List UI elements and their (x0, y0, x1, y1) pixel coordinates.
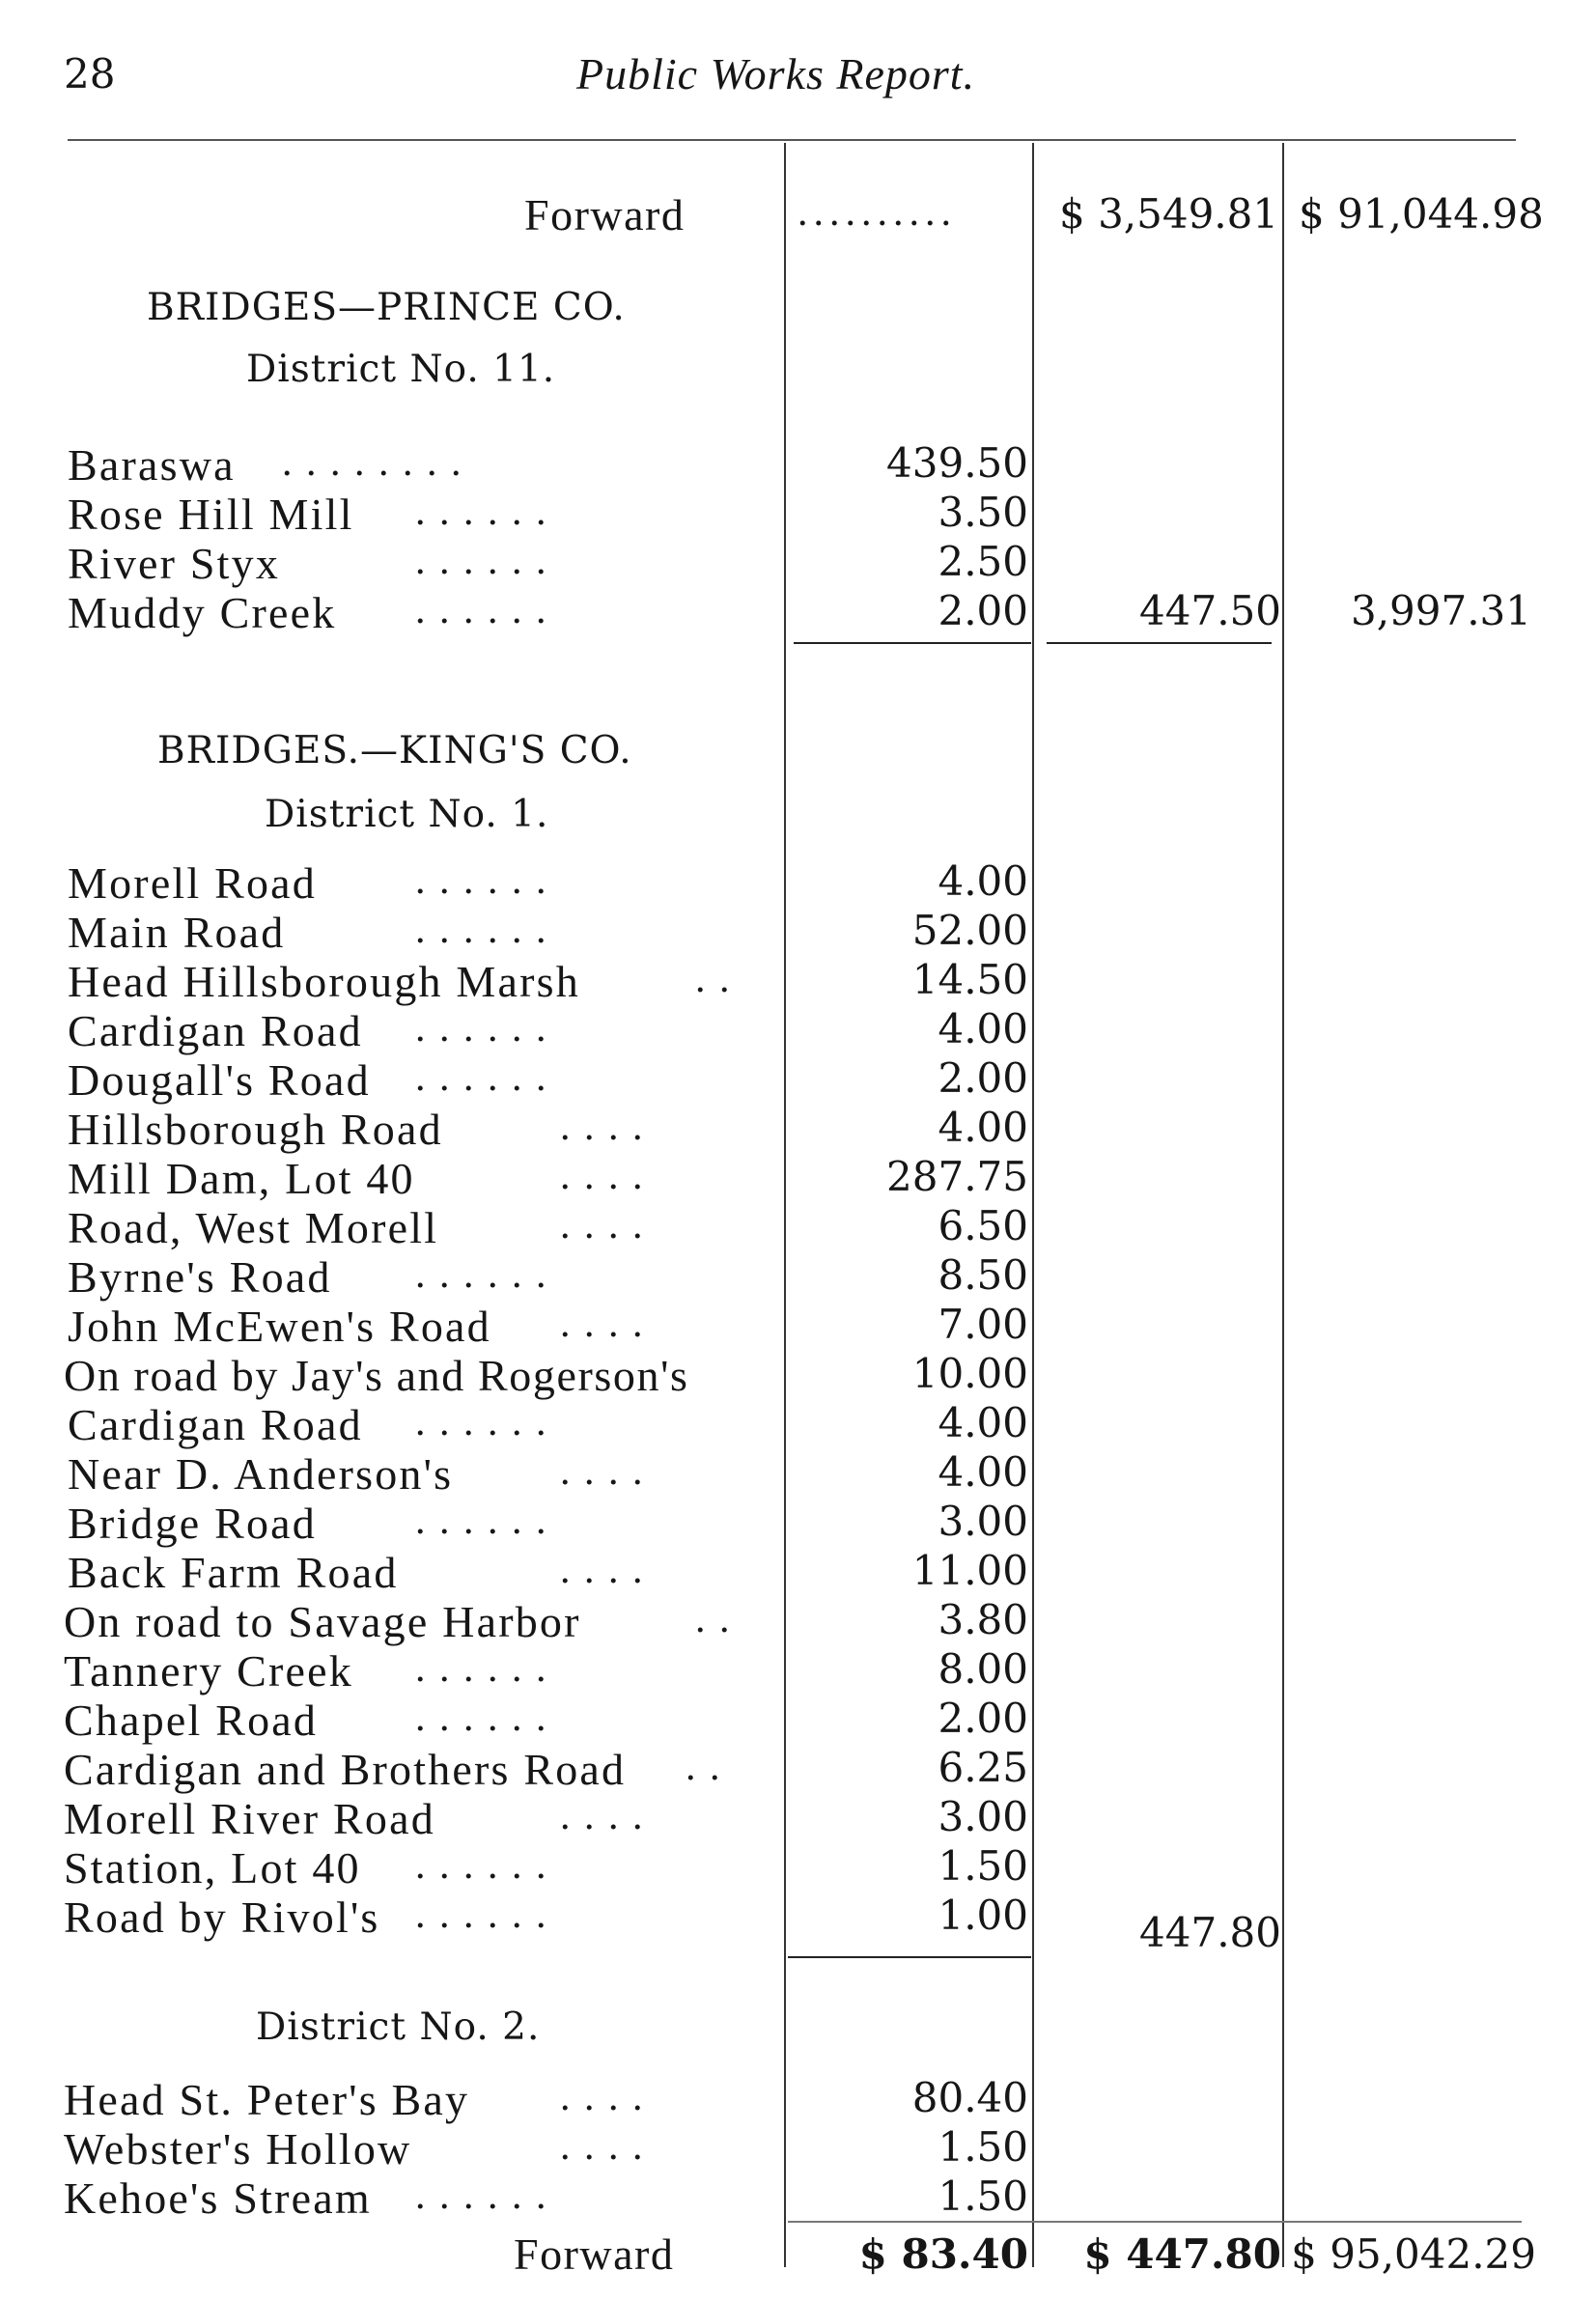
list-item-amount: 3.00 (938, 1498, 1028, 1545)
section-heading-kings: BRIDGES.—KING'S CO. (157, 729, 632, 772)
district-heading-2: District No. 2. (256, 2005, 541, 2049)
list-item-dots: . . (686, 1745, 722, 1789)
list-item-name: Road by Rivol's (64, 1892, 380, 1942)
list-item-amount: 4.00 (938, 1448, 1028, 1496)
list-item-dots: . . . . . . (415, 908, 548, 952)
column-rule-1 (784, 143, 786, 2267)
list-item-name: Back Farm Road (68, 1548, 399, 1597)
list-item-amount: 2.00 (938, 587, 1028, 634)
list-item-dots: . . . . (560, 1203, 645, 1248)
prince-total: 3,997.31 (1350, 587, 1531, 634)
list-item-name: Dougall's Road (68, 1055, 371, 1105)
bottom-rule (788, 2221, 1522, 2223)
list-item-name: Cardigan and Brothers Road (64, 1745, 627, 1794)
list-item-dots: . . . . . . (415, 1696, 548, 1740)
list-item-name: John McEwen's Road (68, 1302, 491, 1351)
list-item-name: River Styx (68, 539, 281, 588)
list-item-name: Mill Dam, Lot 40 (68, 1154, 415, 1203)
list-item-amount: 80.40 (911, 2074, 1028, 2121)
list-item-name: Near D. Anderson's (68, 1449, 454, 1499)
list-item-amount: 8.00 (938, 1645, 1028, 1693)
district-heading-1: District No. 1. (265, 793, 549, 836)
list-item-amount: 2.00 (938, 1054, 1028, 1102)
list-item-amount: 1.50 (938, 2123, 1028, 2171)
list-item-dots: . . . . . . (415, 1400, 548, 1444)
kings-district1-subtotal: 447.80 (1139, 1909, 1281, 1956)
list-item-dots: . . . . . . (415, 539, 548, 583)
list-item-dots: . . . . . . (415, 1006, 548, 1051)
list-item-amount: 6.25 (938, 1744, 1028, 1791)
list-item-dots: . . . . (560, 1794, 645, 1838)
district-heading-11: District No. 11. (246, 348, 556, 391)
list-item-amount: 439.50 (886, 439, 1028, 487)
list-item-dots: . . . . (560, 2124, 645, 2169)
list-item-name: On road by Jay's and Rogerson's (64, 1351, 689, 1400)
list-item-dots: . . . . . . (415, 1843, 548, 1888)
page-number: 28 (64, 50, 116, 98)
forward-bottom-col2: $ 447.80 (1083, 2230, 1281, 2278)
list-item-amount: 1.00 (938, 1892, 1028, 1939)
list-item-name: Webster's Hollow (64, 2124, 412, 2173)
list-item-dots: . . . . (560, 1154, 645, 1198)
list-item-dots: . . . . (560, 1449, 645, 1494)
list-item-dots: . . . . (560, 1302, 645, 1346)
list-item-amount: 1.50 (938, 1842, 1028, 1890)
list-item-name: Road, West Morell (68, 1203, 439, 1252)
prince-rule-col2 (1047, 642, 1272, 644)
list-item-name: Baraswa (68, 440, 236, 490)
page-title: Public Works Report. (576, 49, 976, 98)
list-item-name: Head St. Peter's Bay (64, 2075, 470, 2124)
forward-col2: $ 3,549.81 (1059, 190, 1279, 238)
list-item-dots: . . . . . . . . (282, 440, 463, 485)
list-item-dots: . . . . . . (415, 490, 548, 534)
list-item-amount: 52.00 (911, 907, 1028, 954)
list-item-amount: 11.00 (911, 1547, 1028, 1594)
list-item-amount: 6.50 (938, 1202, 1028, 1249)
list-item-dots: . . . . (560, 1105, 645, 1149)
list-item-amount: 10.00 (911, 1350, 1028, 1397)
list-item-dots: . . . . . . (415, 1646, 548, 1691)
forward-bottom-col1: $ 83.40 (858, 2230, 1028, 2278)
list-item-name: Byrne's Road (68, 1252, 332, 1302)
list-item-amount: 4.00 (938, 1104, 1028, 1151)
list-item-dots: . . . . . . (415, 1892, 548, 1937)
list-item-amount: 8.50 (938, 1251, 1028, 1299)
list-item-amount: 3.50 (938, 489, 1028, 536)
list-item-name: Morell River Road (64, 1794, 435, 1843)
list-item-amount: 287.75 (886, 1153, 1028, 1200)
list-item-amount: 3.00 (938, 1793, 1028, 1840)
header-rule (68, 139, 1516, 141)
section-heading-prince: BRIDGES—PRINCE CO. (147, 286, 626, 329)
list-item-name: Kehoe's Stream (64, 2173, 372, 2223)
list-item-amount: 7.00 (938, 1301, 1028, 1348)
list-item-amount: 1.50 (938, 2173, 1028, 2220)
list-item-name: Bridge Road (68, 1499, 317, 1548)
column-rule-2 (1032, 143, 1034, 2267)
list-item-name: Cardigan Road (68, 1006, 363, 1055)
forward-col3: $ 91,044.98 (1299, 190, 1544, 238)
list-item-amount: 4.00 (938, 1399, 1028, 1446)
column-rule-3 (1282, 143, 1284, 2267)
list-item-amount: 2.00 (938, 1695, 1028, 1742)
list-item-name: Head Hillsborough Marsh (68, 957, 580, 1006)
list-item-name: On road to Savage Harbor (64, 1597, 581, 1646)
prince-rule-col1 (794, 642, 1031, 644)
list-item-dots: . . . . . . (415, 1499, 548, 1543)
list-item-name: Chapel Road (64, 1696, 319, 1745)
list-item-dots: . . . . . . (415, 858, 548, 903)
list-item-dots: . . . . . . (415, 588, 548, 632)
list-item-dots: . . . . . . (415, 1055, 548, 1100)
list-item-name: Tannery Creek (64, 1646, 353, 1696)
list-item-dots: . . . . . . (415, 1252, 548, 1297)
list-item-name: Main Road (68, 908, 286, 957)
list-item-name: Muddy Creek (68, 588, 337, 637)
list-item-dots: . . . . . . (415, 2173, 548, 2218)
list-item-amount: 4.00 (938, 857, 1028, 905)
forward-label: Forward (524, 190, 686, 239)
kings-district1-rule (788, 1956, 1031, 1958)
list-item-amount: 4.00 (938, 1005, 1028, 1052)
list-item-name: Rose Hill Mill (68, 490, 354, 539)
prince-subtotal: 447.50 (1139, 587, 1281, 634)
list-item-amount: 14.50 (911, 956, 1028, 1003)
list-item-name: Hillsborough Road (68, 1105, 443, 1154)
list-item-name: Cardigan Road (68, 1400, 363, 1449)
list-item-amount: 2.50 (938, 538, 1028, 585)
list-item-name: Morell Road (68, 858, 317, 908)
list-item-dots: . . (695, 1597, 732, 1641)
forward-bottom-col3: $ 95,042.29 (1291, 2230, 1536, 2278)
list-item-dots: . . (695, 957, 732, 1001)
list-item-dots: . . . . (560, 2075, 645, 2119)
forward-label-bottom: Forward (514, 2229, 675, 2279)
list-item-name: Station, Lot 40 (64, 1843, 361, 1892)
list-item-amount: 3.80 (938, 1596, 1028, 1643)
forward-dots: .......... (798, 190, 957, 235)
list-item-dots: . . . . (560, 1548, 645, 1592)
